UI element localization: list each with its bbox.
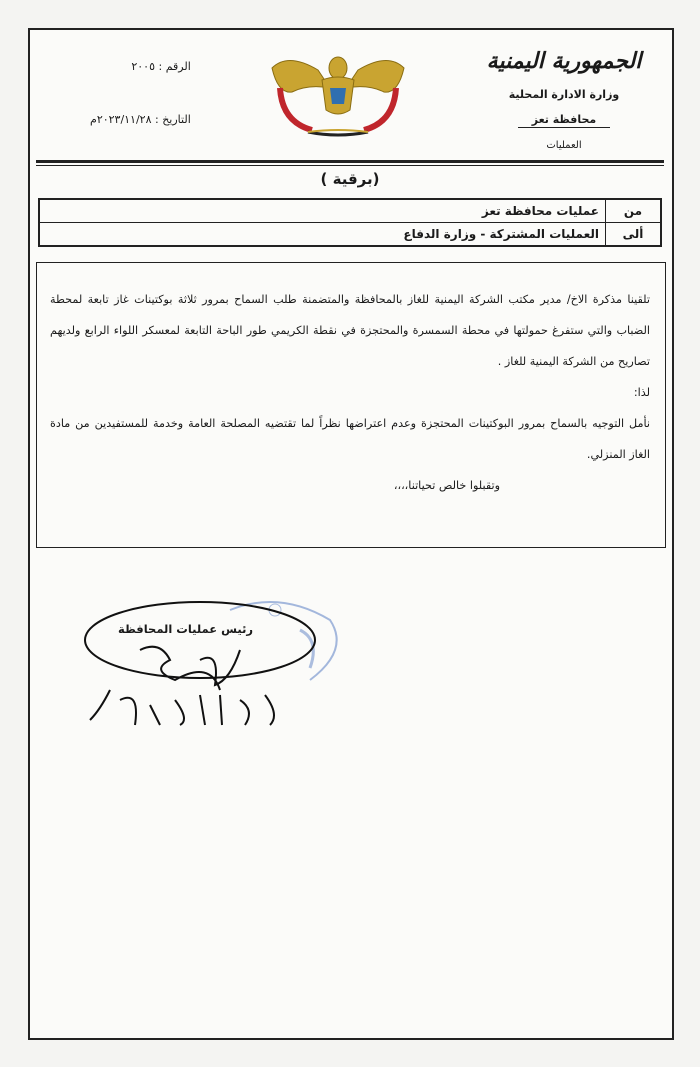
to-label: ألى: [606, 223, 662, 247]
yemen-eagle-emblem-icon: [268, 48, 408, 140]
body-paragraph-1: تلقينا مذكرة الاخ/ مدير مكتب الشركة اليمنية للغاز بالمحافظة والمتضمنة طلب السماح بمرور ثلاثة بوكتينات غاز تابعة لمحطة الضباب والتي ستفرغ حمولتها في محطة السمسرة والمحتجزة في نقطة الكريمي طور الباحة التابعة لمعسكر اللواء الرابع ولديهم تصاريح من الشركة اليمنية للغاز .: [50, 293, 650, 368]
from-label: من: [606, 199, 662, 223]
ministry-name: وزارة الادارة المحلية: [508, 88, 620, 101]
routing-table: [38, 198, 662, 247]
letterhead-left: [90, 60, 191, 166]
reference-number: الرقم : ٢٠٠٥: [131, 60, 191, 73]
header-divider-thin: [36, 165, 664, 166]
body-lead: لذا:: [633, 386, 650, 399]
government-name: الجمهورية اليمنية: [486, 48, 642, 74]
from-row: [39, 199, 661, 223]
letter-date: التاريخ : ٢٠٢٣/١١/٢٨م: [90, 113, 191, 126]
to-value: العمليات المشتركة - وزارة الدفاع: [39, 223, 606, 247]
body-paragraph-2: نأمل التوجيه بالسماح بمرور البوكتينات المحتجزة وعدم اعتراضها نظراً لما تقتضيه المصلحة العامة وخدمة للمستفيدين من مادة الغاز المنزلي.: [50, 417, 650, 461]
letterhead-right: [474, 48, 654, 151]
from-value: عمليات محافظة تعز: [39, 199, 606, 223]
handwritten-signature-icon: [80, 590, 380, 740]
signatory-title: رئيس عمليات المحافظة: [118, 622, 254, 636]
governorate-name: محافظة تعز: [518, 113, 610, 128]
department-name: العمليات: [546, 140, 582, 151]
closing-line: وتقبلوا خالص تحياتنا،،،،: [393, 479, 500, 492]
to-row: [39, 223, 661, 247]
letter-body: [50, 284, 650, 501]
document-title: (برقية ): [320, 170, 380, 188]
header-divider: [36, 160, 664, 163]
